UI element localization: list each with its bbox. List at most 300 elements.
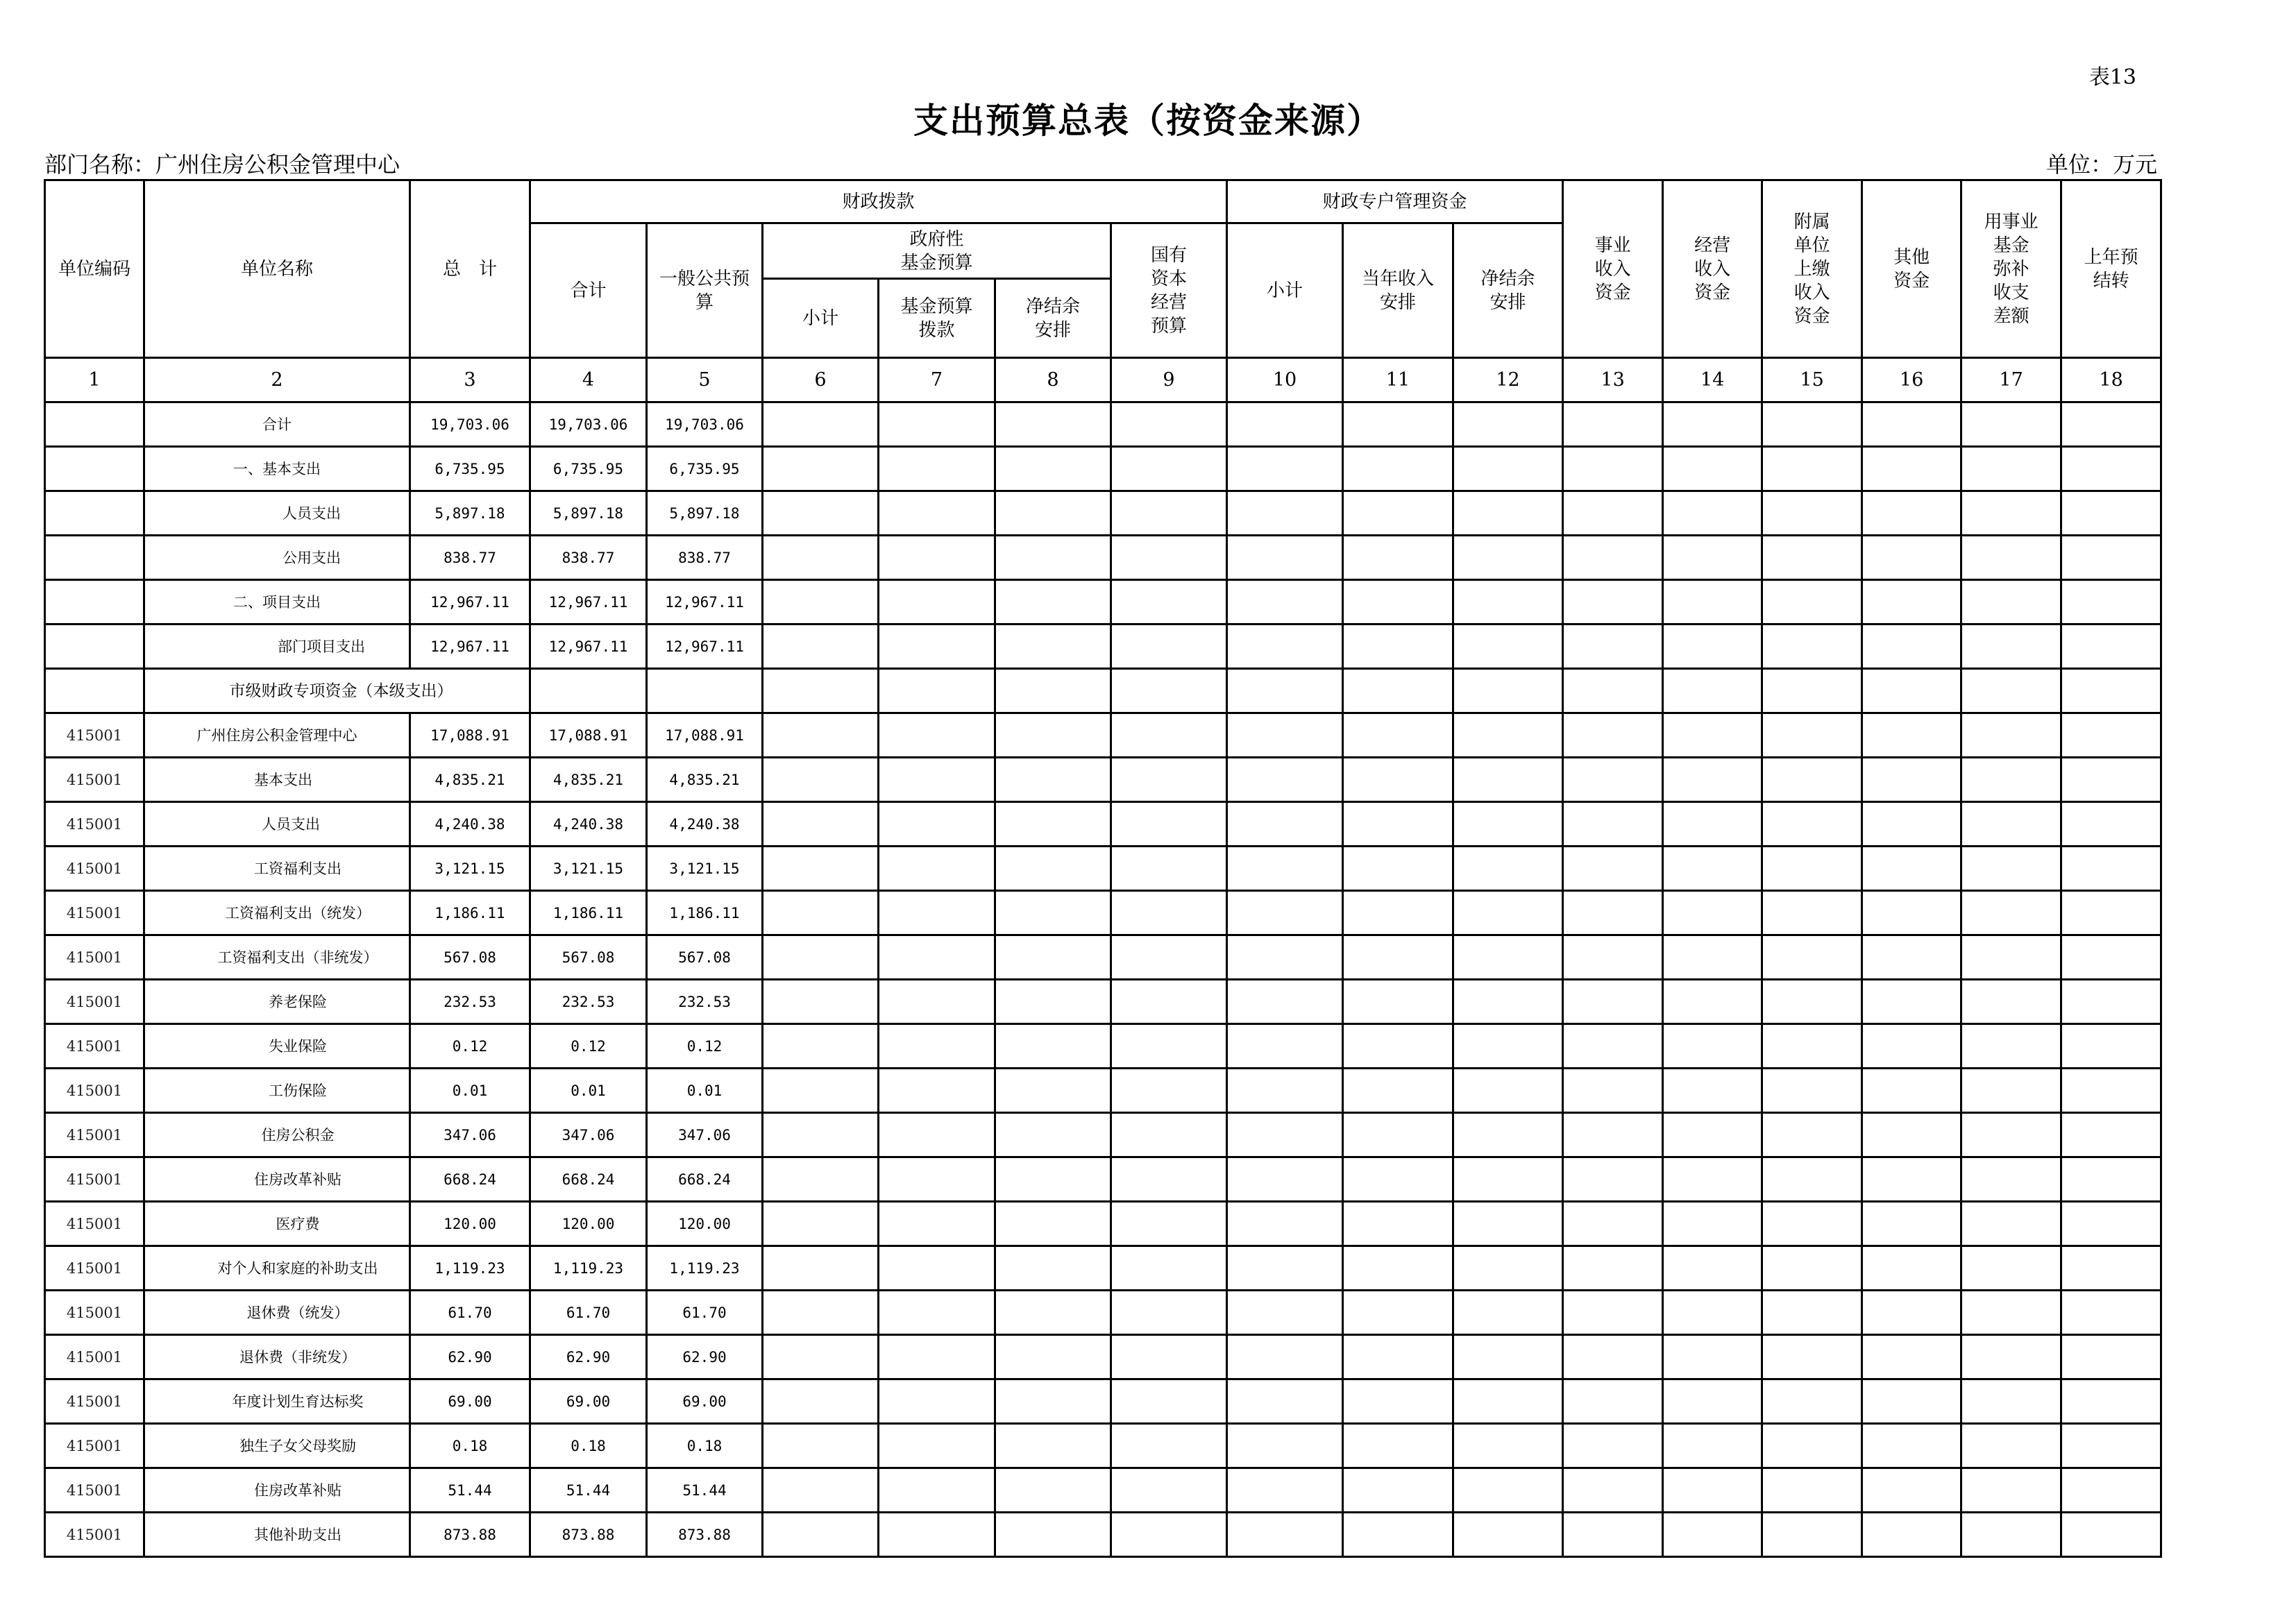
empty-cell <box>1961 1024 2061 1069</box>
empty-cell <box>2061 1113 2161 1157</box>
empty-cell <box>1961 713 2061 758</box>
empty-cell <box>763 402 879 447</box>
empty-cell <box>1453 447 1563 491</box>
amount-general-cell: 668.24 <box>647 1157 763 1202</box>
unit-label: 单位：万元 <box>2045 151 2157 178</box>
empty-cell <box>1111 669 1227 713</box>
empty-cell <box>1862 1468 1961 1513</box>
empty-cell <box>1961 402 2061 447</box>
table-row <box>45 447 2161 491</box>
empty-cell <box>1227 580 1343 624</box>
table-row <box>45 1202 2161 1246</box>
empty-cell <box>1343 491 1453 536</box>
empty-cell <box>1862 847 1961 891</box>
amount-sum-cell: 61.70 <box>530 1291 647 1335</box>
empty-cell <box>1762 447 1862 491</box>
empty-cell <box>1111 1113 1227 1157</box>
column-number: 6 <box>763 358 879 402</box>
empty-cell <box>879 891 995 935</box>
empty-cell <box>1563 402 1663 447</box>
empty-cell <box>1862 1379 1961 1424</box>
unit-code-cell: 415001 <box>45 1291 144 1335</box>
empty-cell <box>1663 402 1762 447</box>
empty-cell <box>1227 1113 1343 1157</box>
empty-cell <box>763 847 879 891</box>
empty-cell <box>1453 1513 1563 1557</box>
amount-sum-cell: 17,088.91 <box>530 713 647 758</box>
empty-cell <box>1961 980 2061 1024</box>
empty-cell <box>1862 402 1961 447</box>
amount-sum-cell: 1,119.23 <box>530 1246 647 1291</box>
empty-cell <box>763 624 879 669</box>
empty-cell <box>1862 1202 1961 1246</box>
column-number: 16 <box>1862 358 1961 402</box>
empty-cell <box>1762 847 1862 891</box>
table-row <box>45 1291 2161 1335</box>
unit-name-cell: 工伤保险 <box>144 1069 410 1113</box>
empty-cell <box>2061 1024 2161 1069</box>
unit-code-cell <box>45 447 144 491</box>
empty-cell <box>879 980 995 1024</box>
empty-cell <box>2061 891 2161 935</box>
empty-cell <box>1563 1113 1663 1157</box>
empty-cell <box>1762 1246 1862 1291</box>
header-fiscal-allocation: 财政拨款 <box>530 180 1227 223</box>
unit-code-cell: 415001 <box>45 1335 144 1379</box>
empty-cell <box>1343 624 1453 669</box>
unit-name-cell: 合计 <box>144 402 410 447</box>
empty-cell <box>1227 1424 1343 1468</box>
empty-cell <box>1563 1157 1663 1202</box>
amount-total-cell: 1,186.11 <box>410 891 530 935</box>
empty-cell <box>1961 447 2061 491</box>
empty-cell <box>1961 1468 2061 1513</box>
table-row <box>45 1069 2161 1113</box>
empty-cell <box>2061 980 2161 1024</box>
empty-cell <box>2061 847 2161 891</box>
empty-cell <box>1663 1113 1762 1157</box>
table-row <box>45 1513 2161 1557</box>
amount-total-cell: 0.12 <box>410 1024 530 1069</box>
header-special-account: 财政专户管理资金 <box>1227 180 1563 223</box>
header-gov-fund-allocation: 基金预算 拨款 <box>879 279 995 358</box>
unit-name-cell: 广州住房公积金管理中心 <box>144 713 410 758</box>
unit-code-cell <box>45 491 144 536</box>
empty-cell <box>1343 1202 1453 1246</box>
amount-sum-cell: 4,240.38 <box>530 802 647 847</box>
amount-total-cell: 4,240.38 <box>410 802 530 847</box>
empty-cell <box>1862 891 1961 935</box>
empty-cell <box>995 758 1111 802</box>
empty-cell <box>1111 891 1227 935</box>
empty-cell <box>1227 847 1343 891</box>
empty-cell <box>995 1024 1111 1069</box>
unit-code-cell: 415001 <box>45 1513 144 1557</box>
empty-cell <box>1453 847 1563 891</box>
empty-cell <box>1227 713 1343 758</box>
empty-cell <box>1961 580 2061 624</box>
table-row <box>45 713 2161 758</box>
empty-cell <box>1453 580 1563 624</box>
unit-code-cell <box>45 402 144 447</box>
empty-cell <box>1111 980 1227 1024</box>
empty-cell <box>1563 1513 1663 1557</box>
empty-cell <box>879 491 995 536</box>
unit-name-cell: 住房改革补贴 <box>144 1157 410 1202</box>
amount-sum-cell: 0.12 <box>530 1024 647 1069</box>
empty-cell <box>2061 802 2161 847</box>
empty-cell <box>879 1069 995 1113</box>
empty-cell <box>1563 1424 1663 1468</box>
empty-cell <box>1563 1291 1663 1335</box>
amount-general-cell: 4,835.21 <box>647 758 763 802</box>
empty-cell <box>1227 669 1343 713</box>
empty-cell <box>1663 935 1762 980</box>
empty-cell <box>1343 669 1453 713</box>
amount-general-cell: 6,735.95 <box>647 447 763 491</box>
empty-cell <box>1111 624 1227 669</box>
empty-cell <box>879 669 995 713</box>
header-state-capital: 国有 资本 经营 预算 <box>1111 223 1227 358</box>
empty-cell <box>1563 1379 1663 1424</box>
empty-cell <box>1762 891 1862 935</box>
empty-cell <box>763 447 879 491</box>
unit-name-cell: 公用支出 <box>144 536 410 580</box>
amount-general-cell <box>647 669 763 713</box>
empty-cell <box>1111 536 1227 580</box>
table-row <box>45 847 2161 891</box>
empty-cell <box>995 891 1111 935</box>
empty-cell <box>1663 713 1762 758</box>
amount-general-cell: 0.18 <box>647 1424 763 1468</box>
empty-cell <box>1663 802 1762 847</box>
empty-cell <box>1862 1513 1961 1557</box>
unit-code-cell: 415001 <box>45 1424 144 1468</box>
empty-cell <box>763 1069 879 1113</box>
amount-total-cell: 6,735.95 <box>410 447 530 491</box>
empty-cell <box>1663 980 1762 1024</box>
empty-cell <box>763 980 879 1024</box>
table-row <box>45 980 2161 1024</box>
empty-cell <box>763 1291 879 1335</box>
empty-cell <box>763 669 879 713</box>
budget-table <box>44 179 2162 1558</box>
empty-cell <box>1111 402 1227 447</box>
empty-cell <box>1343 1024 1453 1069</box>
empty-cell <box>1961 1291 2061 1335</box>
empty-cell <box>879 1291 995 1335</box>
empty-cell <box>1762 491 1862 536</box>
empty-cell <box>1961 1157 2061 1202</box>
empty-cell <box>879 1157 995 1202</box>
empty-cell <box>1563 1024 1663 1069</box>
header-operating-income: 经营 收入 资金 <box>1663 180 1762 358</box>
empty-cell <box>763 1335 879 1379</box>
unit-name-cell: 其他补助支出 <box>144 1513 410 1557</box>
empty-cell <box>1343 1157 1453 1202</box>
amount-total-cell: 347.06 <box>410 1113 530 1157</box>
empty-cell <box>763 1379 879 1424</box>
empty-cell <box>1862 580 1961 624</box>
empty-cell <box>1762 1335 1862 1379</box>
unit-code-cell: 415001 <box>45 1157 144 1202</box>
empty-cell <box>1227 935 1343 980</box>
empty-cell <box>995 1202 1111 1246</box>
empty-cell <box>1961 1335 2061 1379</box>
empty-cell <box>1663 1246 1762 1291</box>
empty-cell <box>1762 1069 1862 1113</box>
column-number: 2 <box>144 358 410 402</box>
empty-cell <box>995 491 1111 536</box>
empty-cell <box>1762 624 1862 669</box>
empty-cell <box>1111 447 1227 491</box>
empty-cell <box>1762 1024 1862 1069</box>
header-affiliate-income: 附属 单位 上缴 收入 资金 <box>1762 180 1862 358</box>
header-general-budget: 一般公共预算 <box>647 223 763 358</box>
amount-sum-cell: 69.00 <box>530 1379 647 1424</box>
empty-cell <box>1862 536 1961 580</box>
empty-cell <box>1453 1291 1563 1335</box>
unit-name-cell: 住房改革补贴 <box>144 1468 410 1513</box>
empty-cell <box>2061 758 2161 802</box>
empty-cell <box>1762 802 1862 847</box>
empty-cell <box>1453 491 1563 536</box>
unit-name-cell: 工资福利支出（统发） <box>144 891 410 935</box>
empty-cell <box>1862 491 1961 536</box>
empty-cell <box>879 624 995 669</box>
empty-cell <box>995 802 1111 847</box>
table-row <box>45 1113 2161 1157</box>
column-number: 3 <box>410 358 530 402</box>
empty-cell <box>1227 402 1343 447</box>
empty-cell <box>2061 1424 2161 1468</box>
empty-cell <box>1453 1157 1563 1202</box>
empty-cell <box>1111 1335 1227 1379</box>
empty-cell <box>879 447 995 491</box>
empty-cell <box>2061 713 2161 758</box>
empty-cell <box>1227 1202 1343 1246</box>
header-last-year-carryover: 上年预 结转 <box>2061 180 2161 358</box>
unit-code-cell: 415001 <box>45 847 144 891</box>
table-row <box>45 802 2161 847</box>
column-number: 1 <box>45 358 144 402</box>
empty-cell <box>1663 580 1762 624</box>
header-special-subtotal: 小计 <box>1227 223 1343 358</box>
header-fiscal-subtotal: 合计 <box>530 223 647 358</box>
amount-sum-cell: 12,967.11 <box>530 580 647 624</box>
unit-code-cell: 415001 <box>45 1024 144 1069</box>
empty-cell <box>1663 1468 1762 1513</box>
empty-cell <box>1563 847 1663 891</box>
amount-sum-cell: 0.18 <box>530 1424 647 1468</box>
amount-general-cell: 0.12 <box>647 1024 763 1069</box>
unit-code-cell: 415001 <box>45 1069 144 1113</box>
header-gov-fund-subtotal: 小计 <box>763 279 879 358</box>
table-row <box>45 491 2161 536</box>
empty-cell <box>1563 802 1663 847</box>
empty-cell <box>1563 669 1663 713</box>
unit-code-cell <box>45 669 144 713</box>
empty-cell <box>1111 802 1227 847</box>
empty-cell <box>763 1246 879 1291</box>
empty-cell <box>1862 713 1961 758</box>
empty-cell <box>1563 758 1663 802</box>
unit-name-cell: 养老保险 <box>144 980 410 1024</box>
empty-cell <box>1111 580 1227 624</box>
header-other-funds: 其他 资金 <box>1862 180 1961 358</box>
empty-cell <box>1453 1335 1563 1379</box>
empty-cell <box>1343 1335 1453 1379</box>
empty-cell <box>1663 891 1762 935</box>
amount-general-cell: 120.00 <box>647 1202 763 1246</box>
column-number: 7 <box>879 358 995 402</box>
empty-cell <box>1961 1513 2061 1557</box>
empty-cell <box>1227 1513 1343 1557</box>
unit-name-cell: 失业保险 <box>144 1024 410 1069</box>
column-number: 17 <box>1961 358 2061 402</box>
empty-cell <box>2061 402 2161 447</box>
empty-cell <box>1111 491 1227 536</box>
empty-cell <box>995 847 1111 891</box>
empty-cell <box>1453 669 1563 713</box>
amount-sum-cell: 6,735.95 <box>530 447 647 491</box>
amount-sum-cell: 62.90 <box>530 1335 647 1379</box>
empty-cell <box>1111 1468 1227 1513</box>
empty-cell <box>2061 935 2161 980</box>
empty-cell <box>1862 980 1961 1024</box>
empty-cell <box>1453 1379 1563 1424</box>
empty-cell <box>1563 1202 1663 1246</box>
amount-general-cell: 51.44 <box>647 1468 763 1513</box>
empty-cell <box>1343 847 1453 891</box>
empty-cell <box>1111 1513 1227 1557</box>
header-special-carry: 净结余 安排 <box>1453 223 1563 358</box>
empty-cell <box>2061 1513 2161 1557</box>
empty-cell <box>879 935 995 980</box>
amount-sum-cell: 4,835.21 <box>530 758 647 802</box>
amount-general-cell: 19,703.06 <box>647 402 763 447</box>
empty-cell <box>1227 447 1343 491</box>
empty-cell <box>1862 1335 1961 1379</box>
empty-cell <box>995 1157 1111 1202</box>
empty-cell <box>879 1424 995 1468</box>
empty-cell <box>995 1069 1111 1113</box>
empty-cell <box>1343 802 1453 847</box>
table-row <box>45 402 2161 447</box>
empty-cell <box>1762 1468 1862 1513</box>
empty-cell <box>1663 1424 1762 1468</box>
empty-cell <box>763 758 879 802</box>
empty-cell <box>1227 1291 1343 1335</box>
empty-cell <box>1453 1024 1563 1069</box>
table-row <box>45 1024 2161 1069</box>
amount-total-cell: 12,967.11 <box>410 624 530 669</box>
empty-cell <box>1663 447 1762 491</box>
unit-name-cell: 人员支出 <box>144 802 410 847</box>
empty-cell <box>1961 624 2061 669</box>
empty-cell <box>1111 1424 1227 1468</box>
empty-cell <box>995 624 1111 669</box>
unit-code-cell: 415001 <box>45 891 144 935</box>
column-number: 9 <box>1111 358 1227 402</box>
empty-cell <box>1762 536 1862 580</box>
empty-cell <box>1343 1069 1453 1113</box>
empty-cell <box>995 1379 1111 1424</box>
empty-cell <box>1111 1291 1227 1335</box>
empty-cell <box>1961 758 2061 802</box>
empty-cell <box>1227 1246 1343 1291</box>
empty-cell <box>995 447 1111 491</box>
empty-cell <box>1563 1246 1663 1291</box>
amount-general-cell: 347.06 <box>647 1113 763 1157</box>
amount-sum-cell: 232.53 <box>530 980 647 1024</box>
page-title: 支出预算总表（按资金来源） <box>913 100 1383 141</box>
empty-cell <box>1227 491 1343 536</box>
empty-cell <box>1762 1157 1862 1202</box>
empty-cell <box>1453 1202 1563 1246</box>
empty-cell <box>879 580 995 624</box>
empty-cell <box>1762 1113 1862 1157</box>
empty-cell <box>763 1424 879 1468</box>
empty-cell <box>879 1335 995 1379</box>
empty-cell <box>763 1202 879 1246</box>
amount-total-cell: 120.00 <box>410 1202 530 1246</box>
header-unit-name: 单位名称 <box>144 180 410 358</box>
empty-cell <box>763 713 879 758</box>
empty-cell <box>1961 1379 2061 1424</box>
amount-total-cell: 19,703.06 <box>410 402 530 447</box>
empty-cell <box>1227 536 1343 580</box>
amount-general-cell: 69.00 <box>647 1379 763 1424</box>
empty-cell <box>1862 935 1961 980</box>
empty-cell <box>1663 669 1762 713</box>
empty-cell <box>1453 1069 1563 1113</box>
empty-cell <box>1453 536 1563 580</box>
unit-code-cell: 415001 <box>45 1113 144 1157</box>
unit-code-cell: 415001 <box>45 802 144 847</box>
empty-cell <box>763 1157 879 1202</box>
empty-cell <box>1343 935 1453 980</box>
empty-cell <box>1453 891 1563 935</box>
empty-cell <box>1563 447 1663 491</box>
unit-name-cell: 退休费（非统发） <box>144 1335 410 1379</box>
header-fund-gap: 用事业 基金 弥补 收支 差额 <box>1961 180 2061 358</box>
empty-cell <box>1453 935 1563 980</box>
unit-code-cell <box>45 624 144 669</box>
column-number: 8 <box>995 358 1111 402</box>
empty-cell <box>995 536 1111 580</box>
empty-cell <box>1961 1202 2061 1246</box>
table-body <box>45 402 2161 1557</box>
empty-cell <box>1862 1291 1961 1335</box>
empty-cell <box>879 802 995 847</box>
header-unit-code: 单位编码 <box>45 180 144 358</box>
empty-cell <box>1227 1157 1343 1202</box>
amount-total-cell: 1,119.23 <box>410 1246 530 1291</box>
empty-cell <box>1961 802 2061 847</box>
empty-cell <box>995 402 1111 447</box>
column-number: 5 <box>647 358 763 402</box>
amount-total-cell: 873.88 <box>410 1513 530 1557</box>
unit-name-cell: 一、基本支出 <box>144 447 410 491</box>
empty-cell <box>1762 1379 1862 1424</box>
empty-cell <box>1862 624 1961 669</box>
header-gov-fund-carry: 净结余 安排 <box>995 279 1111 358</box>
empty-cell <box>1227 1335 1343 1379</box>
empty-cell <box>1343 1246 1453 1291</box>
empty-cell <box>1663 536 1762 580</box>
table-row <box>45 935 2161 980</box>
